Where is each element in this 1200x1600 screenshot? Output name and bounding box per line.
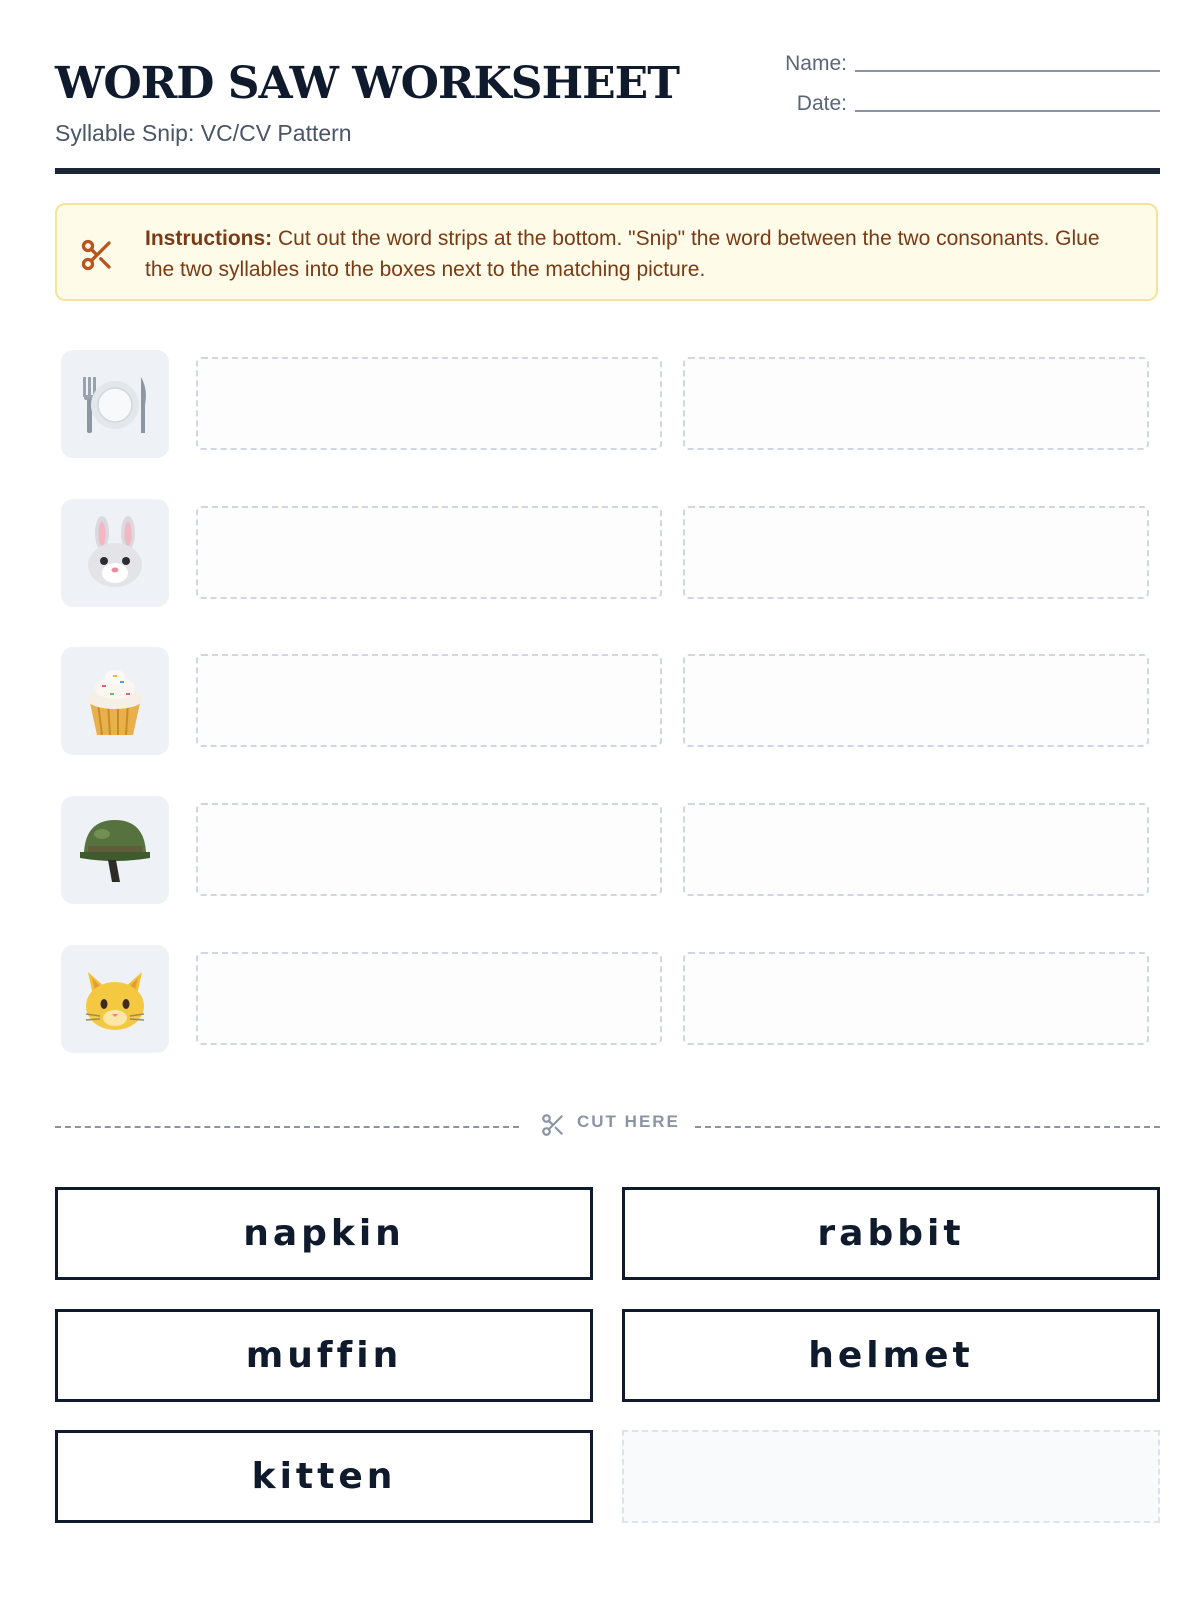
page-subtitle: Syllable Snip: VC/CV Pattern [55, 120, 352, 146]
syllable-box-first[interactable] [196, 952, 662, 1045]
syllable-box-second[interactable] [683, 357, 1149, 450]
picture-tile [61, 796, 169, 904]
instructions-box [55, 203, 1158, 301]
page-title: WORD SAW WORKSHEET [55, 58, 679, 109]
syllable-box-second[interactable] [683, 952, 1149, 1045]
picture-tile [61, 647, 169, 755]
syllable-box-first[interactable] [196, 506, 662, 599]
word-strip[interactable]: helmet [622, 1309, 1160, 1402]
match-row [55, 647, 1160, 757]
word-strip[interactable]: kitten [55, 1430, 593, 1523]
picture-tile [61, 945, 169, 1053]
match-row [55, 945, 1160, 1055]
cut-line-right [695, 1126, 1160, 1128]
match-row [55, 796, 1160, 906]
word-strip[interactable]: napkin [55, 1187, 593, 1280]
instructions-body: Cut out the word strips at the bottom. "Snip" the word between the two consonants. Glue the two syllables into the boxes next to the matching picture. [145, 227, 1100, 281]
picture-tile [61, 499, 169, 607]
cat-face-icon [80, 964, 150, 1034]
plate-with-cutlery-icon [75, 369, 155, 439]
header-divider [55, 168, 1160, 174]
syllable-box-second[interactable] [683, 803, 1149, 896]
syllable-box-second[interactable] [683, 654, 1149, 747]
syllable-box-first[interactable] [196, 357, 662, 450]
military-helmet-icon [78, 812, 152, 888]
rabbit-face-icon [80, 515, 150, 591]
name-field[interactable] [767, 52, 1160, 76]
instructions-label: Instructions: [145, 227, 273, 250]
match-row [55, 350, 1160, 460]
syllable-box-first[interactable] [196, 654, 662, 747]
scissors-icon [79, 237, 115, 273]
cut-here-label: CUT HERE [577, 1112, 680, 1131]
syllable-box-second[interactable] [683, 506, 1149, 599]
name-label: Name: [785, 52, 847, 75]
cupcake-icon [80, 663, 150, 739]
empty-strip-placeholder [622, 1430, 1160, 1523]
date-line[interactable] [855, 96, 1160, 112]
word-strip[interactable]: muffin [55, 1309, 593, 1402]
picture-tile [61, 350, 169, 458]
worksheet-page [55, 0, 1160, 1600]
scissors-icon [540, 1112, 566, 1138]
date-field[interactable] [767, 92, 1160, 116]
word-strip[interactable]: rabbit [622, 1187, 1160, 1280]
cut-line-left [55, 1126, 519, 1128]
date-label: Date: [796, 92, 847, 115]
syllable-box-first[interactable] [196, 803, 662, 896]
match-row [55, 499, 1160, 609]
instructions-text [145, 223, 1105, 285]
name-line[interactable] [855, 56, 1160, 72]
